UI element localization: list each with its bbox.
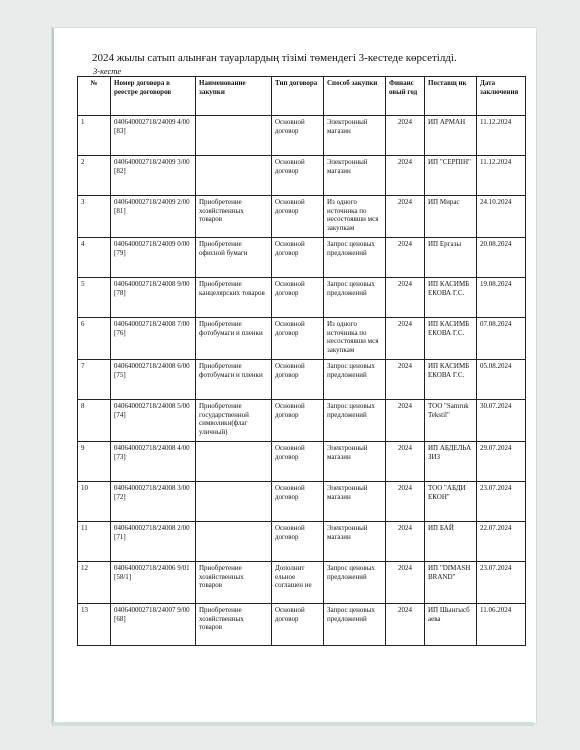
purchase-name <box>196 156 272 196</box>
contract-date: 22.07.2024 <box>477 522 526 562</box>
contract-type: Основной договор <box>272 442 324 482</box>
row-number: 8 <box>78 400 111 442</box>
table-row <box>78 400 526 442</box>
column-header-supplier: Поставщ ик <box>425 77 477 116</box>
fiscal-year: 2024 <box>386 238 425 278</box>
row-number: 7 <box>78 360 111 400</box>
table-caption: 3-кесте <box>93 66 122 76</box>
purchase-name: Приобретение хозяйственных товаров <box>196 604 272 646</box>
row-number: 2 <box>78 156 111 196</box>
purchase-name: Приобретение офисной бумаги <box>196 238 272 278</box>
contract-date: 23.07.2024 <box>477 562 526 604</box>
supplier-name: ИП АБДЕЛЬА ЗИЗ <box>425 442 477 482</box>
row-number: 1 <box>78 116 111 156</box>
contract-type: Основной договор <box>272 278 324 318</box>
supplier-name: ИП Мирас <box>425 196 477 238</box>
contract-date: 07.08.2024 <box>477 318 526 360</box>
fiscal-year: 2024 <box>386 196 425 238</box>
contract-type: Основной договор <box>272 604 324 646</box>
purchase-name <box>196 522 272 562</box>
row-number: 10 <box>78 482 111 522</box>
row-number: 5 <box>78 278 111 318</box>
purchase-name <box>196 482 272 522</box>
table-row <box>78 318 526 360</box>
contract-type: Основной договор <box>272 238 324 278</box>
purchase-method: Электронный магазин <box>324 442 386 482</box>
table-row <box>78 116 526 156</box>
column-header-method: Способ закупки <box>324 77 386 116</box>
fiscal-year: 2024 <box>386 116 425 156</box>
supplier-name: ИП БАЙ <box>425 522 477 562</box>
supplier-name: ИП КАСИМБ ЕКОВА Г.С. <box>425 318 477 360</box>
table-row <box>78 522 526 562</box>
contract-date: 29.07.2024 <box>477 442 526 482</box>
purchase-name: Приобретение хозяйственных товаров <box>196 562 272 604</box>
row-number: 12 <box>78 562 111 604</box>
row-number: 6 <box>78 318 111 360</box>
table-row <box>78 360 526 400</box>
contract-type: Основной договор <box>272 196 324 238</box>
page-edge <box>52 722 534 726</box>
contract-date: 19.08.2024 <box>477 278 526 318</box>
contract-type: Основной договор <box>272 360 324 400</box>
contract-type: Основной договор <box>272 522 324 562</box>
contract-type: Основной договор <box>272 400 324 442</box>
contract-date: 11.12.2024 <box>477 116 526 156</box>
purchase-method: Запрос ценовых предложений <box>324 562 386 604</box>
column-header-type: Тип договора <box>272 77 324 116</box>
purchase-method: Электронный магазин <box>324 482 386 522</box>
supplier-name: ИП "DIMASH BRAND" <box>425 562 477 604</box>
contract-number: 040640002718/24009 2/00 [81] <box>111 196 196 238</box>
purchase-method: Электронный магазин <box>324 116 386 156</box>
purchase-method: Запрос ценовых предложений <box>324 238 386 278</box>
contract-number: 040640002718/24007 9/00 [68] <box>111 604 196 646</box>
supplier-name: ТОО "Samruk Tekstil" <box>425 400 477 442</box>
contract-type: Основной договор <box>272 318 324 360</box>
purchase-name: Приобретение государственной символики(флаг уличный) <box>196 400 272 442</box>
fiscal-year: 2024 <box>386 318 425 360</box>
table-row <box>78 482 526 522</box>
purchase-method: Из одного источника по несостоявши мся закупкам <box>324 196 386 238</box>
table-row <box>78 562 526 604</box>
column-header-date: Дата заключения <box>477 77 526 116</box>
purchase-method: Из одного источника по несостоявши мся закупкам <box>324 318 386 360</box>
contract-date: 05.08.2024 <box>477 360 526 400</box>
fiscal-year: 2024 <box>386 442 425 482</box>
purchase-name <box>196 442 272 482</box>
contract-number: 040640002718/24009 3/00 [82] <box>111 156 196 196</box>
fiscal-year: 2024 <box>386 482 425 522</box>
fiscal-year: 2024 <box>386 604 425 646</box>
fiscal-year: 2024 <box>386 400 425 442</box>
contract-type: Основной договор <box>272 482 324 522</box>
fiscal-year: 2024 <box>386 522 425 562</box>
contract-number: 040640002718/24006 9/01 [58/1] <box>111 562 196 604</box>
supplier-name: ТОО "АБДИ ЕКОН" <box>425 482 477 522</box>
purchase-name: Приобретение хозяйственных товаров <box>196 196 272 238</box>
purchase-name: Приобретение фотобумаги и пленки <box>196 360 272 400</box>
contract-number: 040640002718/24008 7/00 [76] <box>111 318 196 360</box>
row-number: 4 <box>78 238 111 278</box>
supplier-name: ИП Ергазы <box>425 238 477 278</box>
fiscal-year: 2024 <box>386 562 425 604</box>
purchase-name: Приобретение фотобумаги и пленки <box>196 318 272 360</box>
purchase-method: Запрос ценовых предложений <box>324 400 386 442</box>
contract-number: 040640002718/24008 2/00 [71] <box>111 522 196 562</box>
row-number: 9 <box>78 442 111 482</box>
contract-number: 040640002718/24008 9/00 [78] <box>111 278 196 318</box>
row-number: 13 <box>78 604 111 646</box>
fiscal-year: 2024 <box>386 360 425 400</box>
contract-date: 30.07.2024 <box>477 400 526 442</box>
table-row <box>78 156 526 196</box>
table-row <box>78 196 526 238</box>
row-number: 11 <box>78 522 111 562</box>
procurement-table <box>77 76 526 646</box>
supplier-name: ИП "СЕРПІН" <box>425 156 477 196</box>
document-page <box>52 28 536 723</box>
purchase-name: Приобретение канцелярских товаров <box>196 278 272 318</box>
purchase-method: Запрос ценовых предложений <box>324 278 386 318</box>
contract-type: Основной договор <box>272 116 324 156</box>
document-heading: 2024 жылы сатып алынған тауарлардың тізімі төмендегі 3-кестеде көрсетілді. <box>92 52 457 64</box>
column-header-year: Финанс овый год <box>386 77 425 116</box>
purchase-method: Запрос ценовых предложений <box>324 604 386 646</box>
row-number: 3 <box>78 196 111 238</box>
column-header-name: Наименование закупки <box>196 77 272 116</box>
contract-number: 040640002718/24009 4/00 [83] <box>111 116 196 156</box>
table-row <box>78 442 526 482</box>
contract-date: 23.07.2024 <box>477 482 526 522</box>
table-row <box>78 604 526 646</box>
contract-number: 040640002718/24008 3/00 [72] <box>111 482 196 522</box>
contract-date: 20.08.2024 <box>477 238 526 278</box>
column-header-number: № <box>78 77 111 116</box>
supplier-name: ИП АРМАН <box>425 116 477 156</box>
contract-date: 11.06.2024 <box>477 604 526 646</box>
contract-number: 040640002718/24008 5/00 [74] <box>111 400 196 442</box>
supplier-name: ИП Шынгысб аева <box>425 604 477 646</box>
purchase-name <box>196 116 272 156</box>
table-header-row <box>78 77 526 116</box>
table-body <box>78 116 526 646</box>
purchase-method: Электронный магазин <box>324 522 386 562</box>
contract-number: 040640002718/24008 6/00 [75] <box>111 360 196 400</box>
contract-type: Дополнит ельное соглашен ие <box>272 562 324 604</box>
column-header-contract: Номер договора в реестре договоров <box>111 77 196 116</box>
contract-type: Основной договор <box>272 156 324 196</box>
contract-number: 040640002718/24008 4/00 [73] <box>111 442 196 482</box>
contract-date: 11.12.2024 <box>477 156 526 196</box>
fiscal-year: 2024 <box>386 278 425 318</box>
table-row <box>78 278 526 318</box>
supplier-name: ИП КАСИМБ ЕКОВА Г.С. <box>425 360 477 400</box>
purchase-method: Запрос ценовых предложений <box>324 360 386 400</box>
table-row <box>78 238 526 278</box>
supplier-name: ИП КАСИМБ ЕКОВА Г.С. <box>425 278 477 318</box>
purchase-method: Электронный магазин <box>324 156 386 196</box>
contract-number: 040640002718/24009 0/00 [79] <box>111 238 196 278</box>
contract-date: 24.10.2024 <box>477 196 526 238</box>
fiscal-year: 2024 <box>386 156 425 196</box>
